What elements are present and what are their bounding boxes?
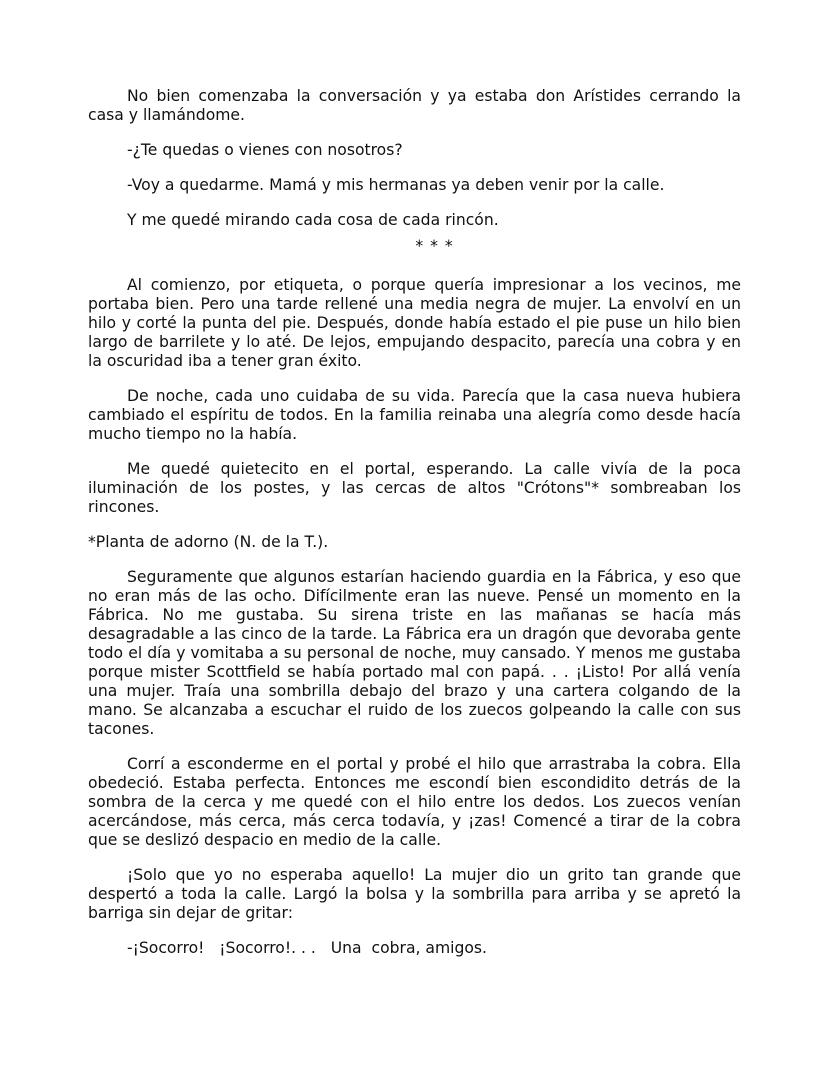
paragraph-6: De noche, cada uno cuidaba de su vida. Parecía que la casa nueva hubiera cambiado el espíritu de todos. En la familia reinaba una alegría como desde hacía mucho tiempo no la había.	[88, 387, 741, 443]
paragraph-9: Corrí a esconderme en el portal y probé el hilo que arrastraba la cobra. Ella obedeció. Estaba perfecta. Entonces me escondí bien escondidito detrás de la sombra de la cerca y me quedé con el hilo entre los dedos. Los zuecos venían acercándose, más cerca, más cerca todavía, y ¡zas! Comencé a tirar de la cobra que se deslizó despacio en medio de la calle.	[88, 755, 741, 849]
section-separator: * * *	[415, 237, 454, 255]
paragraph-8: Seguramente que algunos estarían haciendo guardia en la Fábrica, y eso que no eran más de las ocho. Difícilmente eran las nueve. Pensé un momento en la Fábrica. No me gustaba. Su sirena triste en las mañanas se hacía más desagradable a las cinco de la tarde. La Fábrica era un dragón que devoraba gente todo el día y vomitaba a su personal de noche, muy cansado. Y menos me gustaba porque mister Scottfield se había portado mal con papá. . . ¡Listo! Por allá venía una mujer. Traía una sombrilla debajo del brazo y una cartera colgando de la mano. Se alcanzaba a escuchar el ruido de los zuecos golpeando la calle con sus tacones.	[88, 568, 741, 738]
paragraph-1: No bien comenzaba la conversación y ya estaba don Arístides cerrando la casa y llamándome.	[88, 87, 741, 124]
footnote: *Planta de adorno (N. de la T.).	[88, 533, 329, 551]
document-page	[88, 87, 741, 958]
paragraph-10: ¡Solo que yo no esperaba aquello! La mujer dio un grito tan grande que despertó a toda la calle. Largó la bolsa y la sombrilla para arriba y se apretó la barriga sin dejar de gritar:	[88, 866, 741, 922]
paragraph-3: -Voy a quedarme. Mamá y mis hermanas ya deben venir por la calle.	[127, 176, 665, 194]
paragraph-2: -¿Te quedas o vienes con nosotros?	[127, 141, 403, 159]
paragraph-11: -¡Socorro! ¡Socorro!. . . Una cobra, amigos.	[127, 939, 488, 957]
paragraph-5: Al comienzo, por etiqueta, o porque quería impresionar a los vecinos, me portaba bien. Pero una tarde rellené una media negra de mujer. La envolví en un hilo y corté la punta del pie. Después, donde había estado el pie puse un hilo bien largo de barrilete y lo até. De lejos, empujando despacito, parecía una cobra y en la oscuridad iba a tener gran éxito.	[88, 276, 741, 370]
paragraph-4: Y me quedé mirando cada cosa de cada rincón.	[127, 211, 499, 229]
paragraph-7: Me quedé quietecito en el portal, esperando. La calle vivía de la poca iluminación de los postes, y las cercas de altos "Crótons"* sombreaban los rincones.	[88, 460, 741, 516]
